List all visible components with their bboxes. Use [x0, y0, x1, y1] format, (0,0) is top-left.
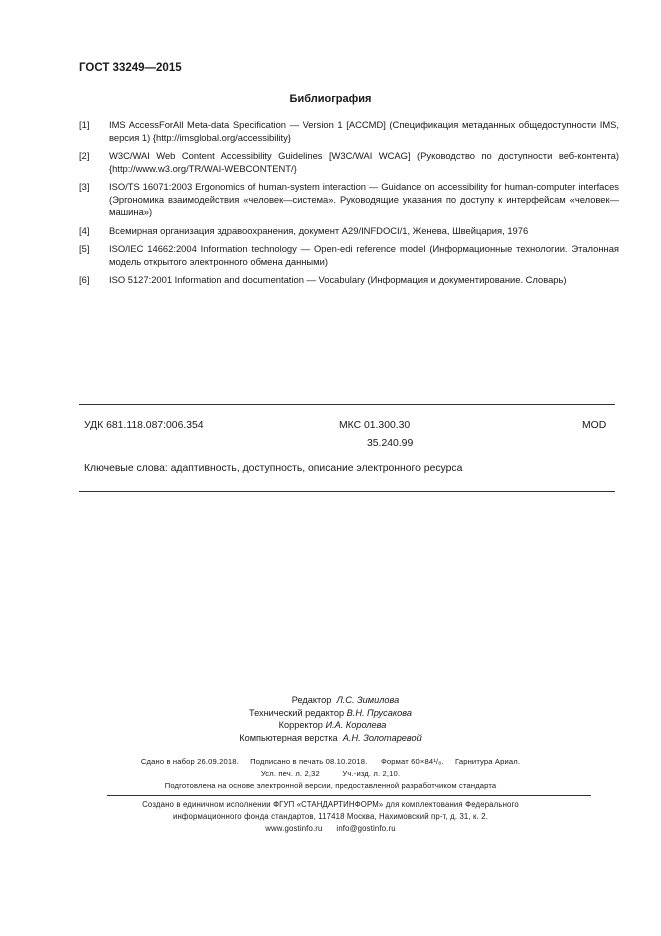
- standard-code: ГОСТ 33249—2015: [79, 62, 182, 74]
- staff-row: [0, 719, 661, 732]
- bibliography-item-number: [4]: [79, 224, 90, 236]
- bibliography-item-number: [5]: [79, 243, 90, 254]
- bibliography-item-text: ISO 5127:2001 Information and documentation — Vocabulary (Информация и документирование. Словарь): [109, 274, 567, 285]
- mks-code: МКС 01.300.30: [339, 420, 411, 431]
- staff-row: [0, 732, 661, 745]
- editorial-staff: [0, 694, 661, 744]
- bibliography-item-number: [2]: [79, 150, 90, 161]
- bibliography-item-text: IMS AccessForAll Meta-data Specification — Version 1 [ACCMD] (Спецификация метаданных общедоступности IMS, версия 1) {http://imsglobal.org/accessibility}: [109, 119, 619, 143]
- mks-code-secondary: 35.240.99: [367, 438, 414, 449]
- imprint-line: Сдано в набор 26.09.2018. Подписано в печать 08.10.2018. Формат 60×84¹/₈. Гарнитура Ариал.: [140, 757, 521, 766]
- staff-role: Технический редактор: [249, 707, 345, 718]
- divider: [107, 795, 591, 796]
- keywords: Ключевые слова: адаптивность, доступность, описание электронного ресурса: [84, 463, 463, 474]
- staff-role: Редактор: [291, 695, 332, 705]
- staff-name: А.Н. Золотаревой: [342, 732, 422, 743]
- bibliography-item-number: [1]: [79, 119, 90, 130]
- staff-role: Компьютерная верстка: [239, 732, 338, 743]
- bibliography-list: [79, 119, 619, 293]
- staff-row: [0, 707, 661, 720]
- footer-line: www.gostinfo.ru info@gostinfo.ru: [265, 824, 396, 833]
- bibliography-item-text: ISO/IEC 14662:2004 Information technology — Open-edi reference model (Информационные технологии. Эталонная модель открытого электронного обмена данными): [109, 243, 619, 267]
- bibliography-item: [79, 119, 619, 144]
- bibliography-item-number: [3]: [79, 181, 90, 192]
- bibliography-item: [79, 274, 619, 287]
- staff-name: В.Н. Прусакова: [346, 707, 412, 718]
- staff-row: [0, 694, 661, 707]
- bibliography-item-text: Всемирная организация здравоохранения, документ А29/INFDOCI/1, Женева, Швейцария, 1976: [109, 224, 529, 236]
- staff-role: Корректор: [278, 720, 323, 730]
- bibliography-item-number: [6]: [79, 274, 90, 285]
- bibliography-item: [79, 181, 619, 219]
- bibliography-item: [79, 150, 619, 175]
- footer-line: информационного фонда стандартов, 117418 Москва, Нахимовский пр-т, д. 31, к. 2.: [172, 812, 489, 821]
- footer-line: Создано в единичном исполнении ФГУП «СТАНДАРТИНФОРМ» для комплектования Федерального: [142, 800, 519, 809]
- staff-name: И.А. Королева: [325, 720, 387, 730]
- mod-label: MOD: [582, 420, 607, 431]
- bibliography-item: [79, 225, 619, 238]
- imprint-line: Усл. печ. л. 2,32 Уч.-изд. л. 2,10.: [260, 769, 401, 778]
- divider: [79, 404, 615, 405]
- bibliography-item: [79, 243, 619, 268]
- imprint-line: Подготовлена на основе электронной версии, предоставленной разработчиком стандарта: [164, 781, 497, 790]
- divider: [79, 491, 615, 492]
- bibliography-item-text: ISO/TS 16071:2003 Ergonomics of human-system interaction — Guidance on accessibility for human-computer interfaces (Эргономика взаимодействия «человек—система». Руководящие указания по доступу к интерфейсам «человек—машина»): [109, 181, 619, 217]
- bibliography-title: Библиография: [289, 93, 372, 105]
- staff-name: Л.С. Зимилова: [336, 695, 400, 705]
- bibliography-item-text: W3C/WAI Web Content Accessibility Guidelines [W3C/WAI WCAG] (Руководство по доступности веб-контента) {http://www.w3.org/TR/WAI-WEBCONTENT/}: [109, 150, 619, 174]
- udk-code: УДК 681.118.087:006.354: [84, 420, 204, 431]
